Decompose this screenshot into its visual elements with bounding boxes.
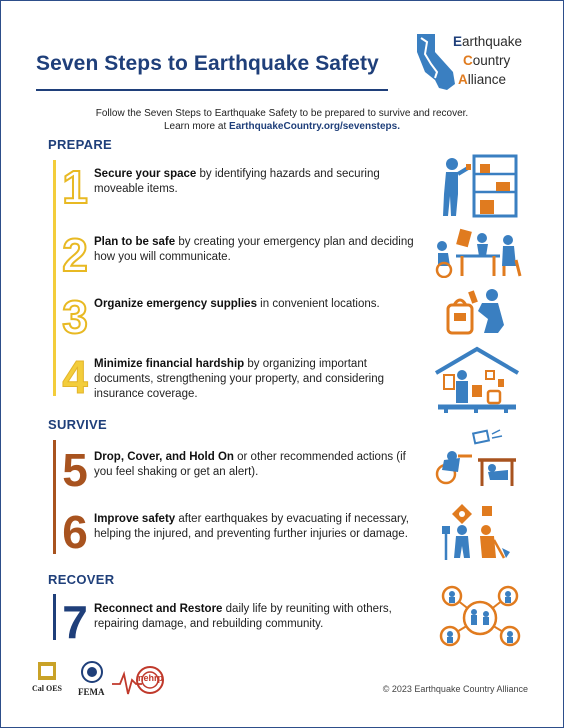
supplies-kit-icon: [444, 285, 510, 337]
fema-logo-text: FEMA: [78, 687, 105, 697]
section-recover: RECOVER: [48, 572, 115, 587]
secure-shelf-icon: [434, 150, 520, 218]
step-text: Plan to be safe by creating your emergency plan and deciding how you will communicate.: [94, 236, 414, 263]
section-prepare: PREPARE: [48, 137, 112, 152]
step-number: 1: [62, 161, 88, 213]
drop-cover-hold-icon: [434, 428, 520, 488]
step-6: [58, 508, 438, 558]
title-divider: [36, 89, 388, 91]
intro-line-1: Follow the Seven Steps to Earthquake Safety to be prepared to survive and recover.: [95, 108, 469, 119]
step-number: 7: [62, 596, 88, 648]
step-2: [58, 231, 438, 281]
intro-text: [40, 107, 524, 133]
step-number: 5: [62, 444, 88, 496]
family-plan-icon: [432, 226, 522, 278]
logo-word-alliance: Alliance: [458, 72, 507, 87]
intro-line-2: Learn more at EarthquakeCountry.org/sevensteps.: [163, 121, 401, 132]
survive-bar: [53, 440, 56, 554]
step-4: [58, 353, 438, 403]
step-text: Minimize financial hardship by organizing important documents, strengthening your property, and considering insurance coverage.: [94, 358, 385, 400]
improve-safety-icon: [440, 500, 514, 562]
step-text: Organize emergency supplies in convenient locations.: [94, 298, 380, 310]
step-3: [58, 293, 438, 343]
nehrp-logo-text: nehrp: [138, 673, 164, 683]
step-text: Reconnect and Restore daily life by reuniting with others, repairing damage, and rebuilding community.: [94, 603, 392, 630]
logo-word-earthquake: Earthquake: [453, 34, 523, 49]
step-7: [58, 598, 438, 648]
page-title: Seven Steps to Earthquake Safety: [36, 52, 379, 75]
eca-logo: [413, 32, 543, 96]
step-1: [58, 163, 438, 213]
step-number: 6: [62, 506, 88, 558]
recover-bar: [53, 594, 56, 640]
step-text: Drop, Cover, and Hold On or other recommended actions (if you feel shaking or get an alert).: [94, 451, 406, 478]
caloes-logo-text: Cal OES: [32, 684, 63, 693]
step-text: Secure your space by identifying hazards and securing moveable items.: [94, 168, 380, 195]
step-number: 4: [62, 351, 88, 403]
step-text: Improve safety after earthquakes by evacuating if necessary, helping the injured, and preventing further injuries or damage.: [94, 513, 409, 540]
house-documents-icon: [432, 345, 522, 415]
logo-word-country: Country: [463, 53, 511, 68]
copyright-text: © 2023 Earthquake Country Alliance: [382, 684, 528, 694]
prepare-bar: [53, 160, 56, 396]
sevensteps-link[interactable]: EarthquakeCountry.org/sevensteps.: [229, 121, 401, 132]
section-survive: SURVIVE: [48, 417, 107, 432]
partner-logos: [28, 660, 178, 700]
reconnect-community-icon: [438, 584, 522, 654]
step-5: [58, 446, 438, 496]
step-number: 3: [62, 291, 88, 343]
step-number: 2: [62, 229, 88, 281]
